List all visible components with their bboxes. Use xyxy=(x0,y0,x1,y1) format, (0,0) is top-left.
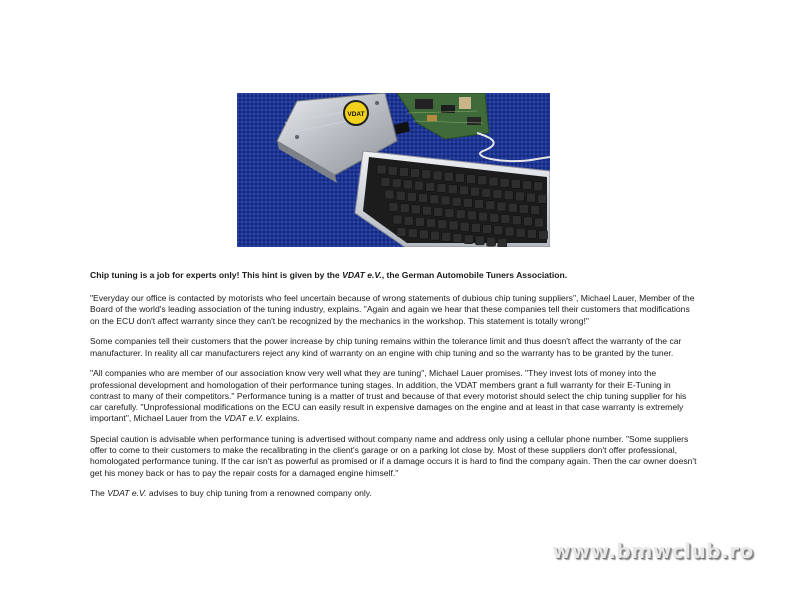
keyboard-key xyxy=(396,191,405,200)
keyboard-key xyxy=(512,216,521,225)
keyboard-key xyxy=(415,217,424,226)
keyboard-key xyxy=(419,230,428,239)
keyboard-key xyxy=(397,228,406,237)
keyboard-key xyxy=(388,166,397,175)
keyboard-key xyxy=(475,236,484,245)
keyboard-key xyxy=(500,178,509,187)
keyboard-key xyxy=(422,170,431,179)
keyboard-key xyxy=(448,185,457,194)
svg-text:VDAT: VDAT xyxy=(347,111,365,118)
article-photo xyxy=(237,93,550,247)
keyboard-key xyxy=(442,232,451,241)
keyboard-key xyxy=(449,221,458,230)
ecu-keyboard-photo xyxy=(237,93,550,247)
keyboard-key xyxy=(523,217,532,226)
keyboard-key xyxy=(452,197,461,206)
keyboard-key xyxy=(464,235,473,244)
keyboard-key xyxy=(419,194,428,203)
org-name: VDAT e.V. xyxy=(342,270,382,280)
keyboard-key xyxy=(423,206,432,215)
keyboard-key xyxy=(515,192,524,201)
paragraph-3: "All companies who are member of our association know very well what they are tuning", Michael Lauer promises. "They invest lots of money into the professional development and homologation of their performance tuning stages. In addition, the VDAT members grant a full warranty for their E-Tuning in contrast to many of their competitors." Performance tuning is a matter of trust and because of that every motorist should select the chip tuning supplier for his car carefully. "Unprofessional modifications on the ECU can easily result in expensive damages on the engine and at least in that case warranty is extremely important", Michael Lauer from the VDAT e.V. explains. xyxy=(90,368,687,424)
keyboard-key xyxy=(411,169,420,178)
paragraph-2: Some companies tell their customers that the power increase by chip tuning remains within the tolerance limit and thus doesn't affect the warranty of the car manufacturer. In reality all car manufacturers reject any kind of warranty on an engine with chip tuning and so the warranty has to be granted by the tuner. xyxy=(90,336,682,358)
keyboard-key xyxy=(508,203,517,212)
keyboard-key xyxy=(504,191,513,200)
keyboard-key xyxy=(381,178,390,187)
keyboard-key xyxy=(523,181,532,190)
keyboard-key xyxy=(411,205,420,214)
keyboard-key xyxy=(400,204,409,213)
keyboard-key xyxy=(445,209,454,218)
keyboard-key xyxy=(407,192,416,201)
keyboard-key xyxy=(493,190,502,199)
keyboard-key xyxy=(519,204,528,213)
site-watermark: www.bmwclub.ro xyxy=(552,539,754,563)
org-name: VDAT e.V. xyxy=(223,413,264,424)
keyboard-key xyxy=(479,212,488,221)
keyboard-key xyxy=(463,198,472,207)
keyboard-key xyxy=(539,231,548,240)
keyboard-key xyxy=(489,177,498,186)
keyboard-key xyxy=(430,195,439,204)
keyboard-key xyxy=(505,227,514,236)
keyboard-key xyxy=(511,179,520,188)
keyboard-key xyxy=(434,207,443,216)
keyboard-key xyxy=(538,194,547,203)
keyboard-key xyxy=(393,215,402,224)
keyboard-key xyxy=(427,219,436,228)
keyboard-key xyxy=(453,234,462,243)
keyboard-key xyxy=(377,165,386,174)
keyboard-key xyxy=(415,181,424,190)
keyboard-key xyxy=(478,176,487,185)
keyboard-key xyxy=(475,200,484,209)
paragraph-4: Special caution is advisable when performance tuning is advertised without company name and address only using a cellular phone number. "Some suppliers offer to come to their customers to make the recalibrating in the client's garage or on a parking lot close by. Most of these suppliers don't offer professional, homologated performance tuning. If the car isn't as powerful as promised or if a damage occurs it is hard to find the company again. Then the car owner doesn't get his money back or has to pay the repair costs for a damaged engine himself." xyxy=(90,434,697,478)
keyboard-key xyxy=(467,175,476,184)
keyboard-key xyxy=(467,211,476,220)
keyboard-key xyxy=(460,222,469,231)
keyboard-key xyxy=(385,190,394,199)
keyboard-key xyxy=(426,182,435,191)
keyboard-key xyxy=(399,167,408,176)
keyboard-key xyxy=(501,215,510,224)
keyboard-key xyxy=(490,213,499,222)
keyboard-key xyxy=(527,193,536,202)
keyboard-key xyxy=(389,203,398,212)
keyboard-key xyxy=(438,220,447,229)
article-lead: Chip tuning is a job for experts only! This hint is given by the VDAT e.V., the German Automobile Tuners Association. xyxy=(90,270,568,280)
keyboard-key xyxy=(535,218,544,227)
keyboard-key xyxy=(403,180,412,189)
keyboard-key xyxy=(516,228,525,237)
keyboard-key xyxy=(531,206,540,215)
keyboard-key xyxy=(444,172,453,181)
keyboard-key xyxy=(498,238,507,247)
keyboard-key xyxy=(494,226,503,235)
keyboard-key xyxy=(471,187,480,196)
keyboard-key xyxy=(482,188,491,197)
vdat-logo xyxy=(344,101,368,125)
keyboard-key xyxy=(483,225,492,234)
keyboard-key xyxy=(486,201,495,210)
keyboard-key xyxy=(534,182,543,191)
keyboard-key xyxy=(431,231,440,240)
keyboard-key xyxy=(404,216,413,225)
keyboard-key xyxy=(437,184,446,193)
paragraph-1: "Everyday our office is contacted by motorists who feel uncertain because of wrong statements of dubious chip tuning suppliers", Michael Lauer, Member of the Board of the world's leading association of the tuning industry, explains. "Again and again we hear that these companies tell their customers that modifications on the ECU don't affect warranty since they can't be recognized by the mechanics in the workshop. This statement is totally wrong!" xyxy=(90,293,695,326)
paragraph-5: The VDAT e.V. advises to buy chip tuning from a renowned company only. xyxy=(90,488,372,499)
keyboard-key xyxy=(459,186,468,195)
keyboard-key xyxy=(392,179,401,188)
article-body xyxy=(90,270,698,509)
keyboard-key xyxy=(497,202,506,211)
keyboard-key xyxy=(527,229,536,238)
keyboard-key xyxy=(487,237,496,246)
keyboard-key xyxy=(441,196,450,205)
org-name: VDAT e.V. xyxy=(107,488,147,499)
keyboard-key xyxy=(456,210,465,219)
keyboard-key xyxy=(433,171,442,180)
keyboard-key xyxy=(408,229,417,238)
keyboard-key xyxy=(455,173,464,182)
keyboard-key xyxy=(471,223,480,232)
